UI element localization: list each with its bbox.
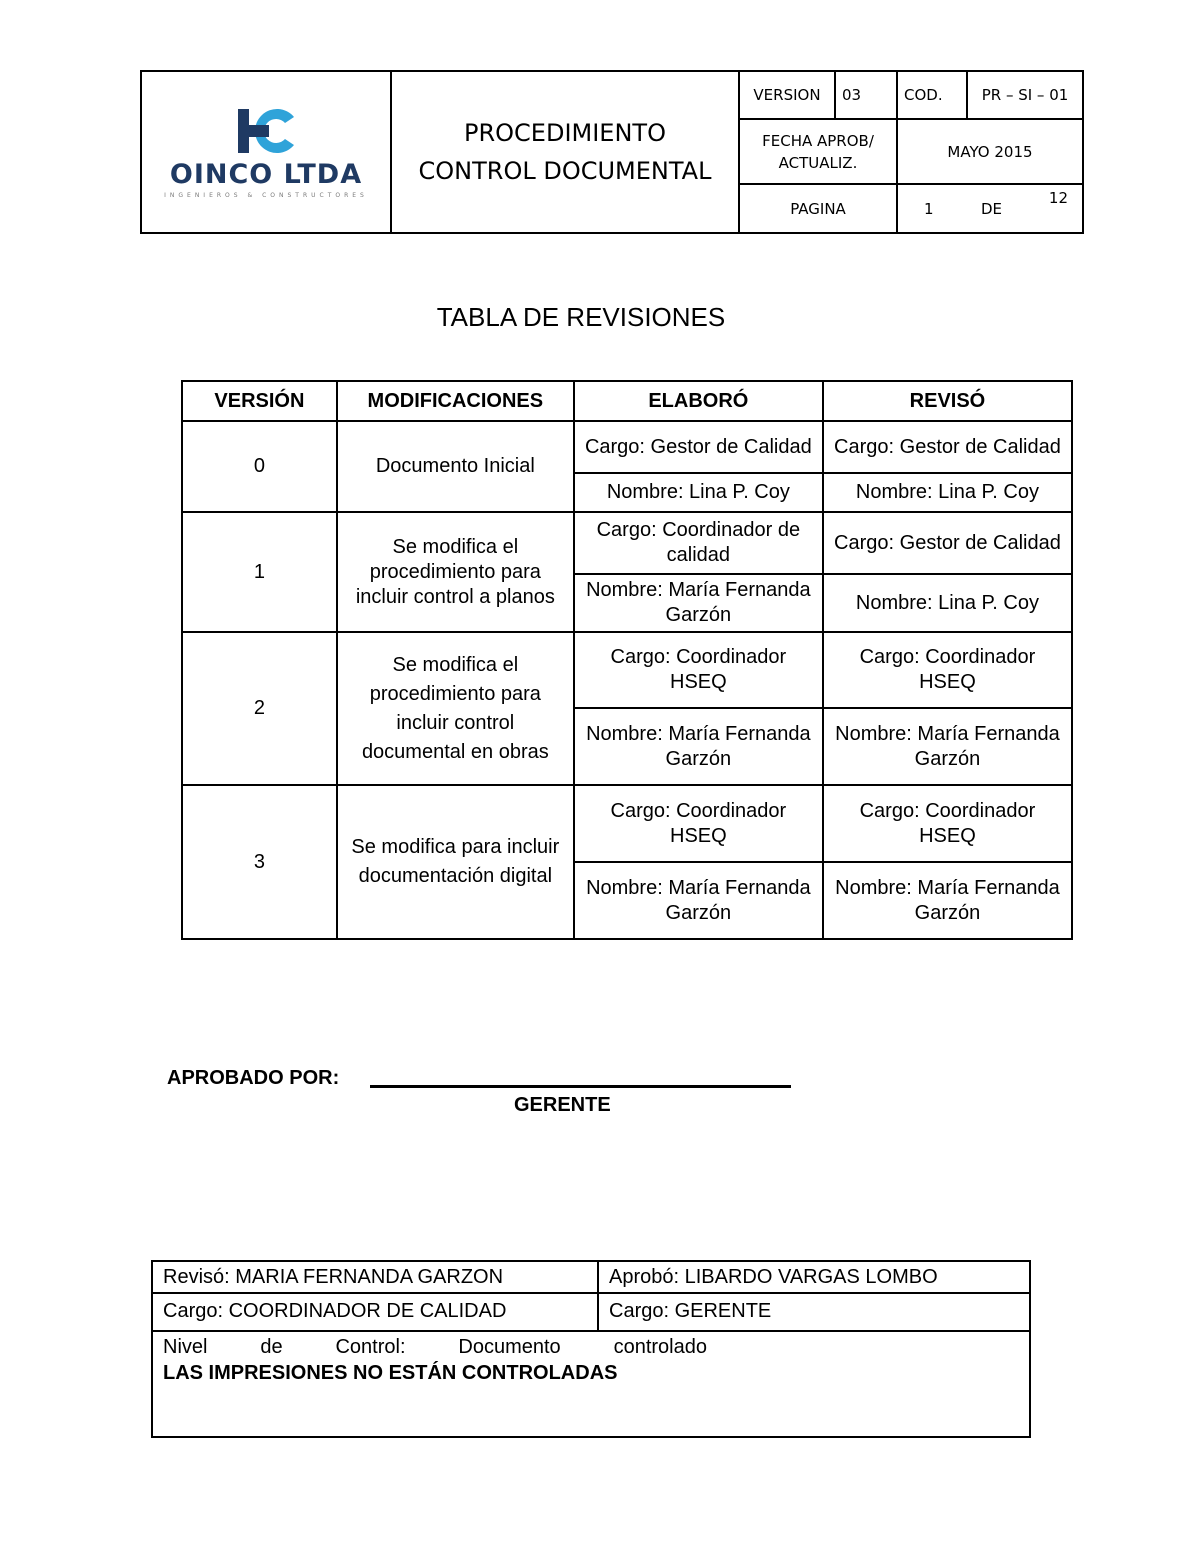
footer-reviewed-by: Revisó: MARIA FERNANDA GARZON: [152, 1261, 598, 1293]
date-label-line-2: ACTUALIZ.: [778, 153, 858, 172]
approver-role: GERENTE: [514, 1094, 611, 1116]
code-value: PR – SI – 01: [967, 71, 1083, 119]
page-indicator: [897, 184, 1083, 233]
logo-tagline: INGENIEROS & CONSTRUCTORES: [164, 192, 368, 199]
date-value: MAYO 2015: [897, 119, 1083, 184]
title-line-1: PROCEDIMIENTO: [464, 119, 666, 147]
table-header-row: [182, 381, 1072, 421]
version-cell: 2: [182, 632, 337, 785]
reviewed-by-name: Nombre: María Fernanda Garzón: [823, 708, 1072, 785]
footer-approved-by: Aprobó: LIBARDO VARGAS LOMBO: [598, 1261, 1030, 1293]
control-level-word: controlado: [613, 1336, 707, 1358]
document-header: [140, 70, 1084, 234]
control-level-word: Control:: [335, 1336, 406, 1358]
logo-cell: [141, 71, 391, 233]
modification-cell: Se modifica el procedimiento para incluir control a planos: [337, 512, 574, 632]
revisions-title: TABLA DE REVISIONES: [436, 302, 726, 332]
logo-wordmark: OINCO LTDA: [169, 159, 363, 190]
company-logo-mark-icon: [230, 105, 302, 157]
page-current: 1: [924, 199, 934, 218]
version-cell: 3: [182, 785, 337, 939]
prepared-by-name: Nombre: María Fernanda Garzón: [574, 708, 823, 785]
column-header-version: VERSIÓN: [182, 381, 337, 421]
reviewed-by-name: Nombre: María Fernanda Garzón: [823, 862, 1072, 939]
company-logo: [142, 105, 390, 199]
reviewed-by-name: Nombre: Lina P. Coy: [823, 574, 1072, 632]
version-label: VERSION: [739, 71, 835, 119]
signature-line: [370, 1085, 791, 1088]
table-row: [182, 632, 1072, 708]
modification-cell: Se modifica el procedimiento para incluir control documental en obras: [337, 632, 574, 785]
page-total: 12: [1048, 189, 1068, 207]
column-header-reviewed-by: REVISÓ: [823, 381, 1072, 421]
prepared-by-name: Nombre: María Fernanda Garzón: [574, 862, 823, 939]
column-header-prepared-by: ELABORÓ: [574, 381, 823, 421]
uncontrolled-print-warning: LAS IMPRESIONES NO ESTÁN CONTROLADAS: [163, 1362, 618, 1384]
footer-approver-role: Cargo: GERENTE: [598, 1293, 1030, 1331]
footer-reviewer-role: Cargo: COORDINADOR DE CALIDAD: [152, 1293, 598, 1331]
control-level-word: de: [260, 1336, 283, 1358]
prepared-by-role: Cargo: Coordinador HSEQ: [574, 785, 823, 862]
footer-control-box: [151, 1260, 1031, 1438]
modification-cell: Documento Inicial: [337, 421, 574, 512]
control-level-text: [163, 1334, 707, 1360]
prepared-by-role: Cargo: Coordinador de calidad: [574, 512, 823, 574]
reviewed-by-role: Cargo: Coordinador HSEQ: [823, 785, 1072, 862]
footer-control-level: [152, 1331, 1030, 1437]
document-title: [391, 71, 739, 233]
table-row: [182, 785, 1072, 862]
column-header-modifications: MODIFICACIONES: [337, 381, 574, 421]
reviewed-by-name: Nombre: Lina P. Coy: [823, 473, 1072, 512]
table-row: [182, 512, 1072, 574]
page-of: DE: [980, 199, 1002, 218]
version-cell: 1: [182, 512, 337, 632]
control-level-word: Documento: [458, 1336, 561, 1358]
modification-cell: Se modifica para incluir documentación digital: [337, 785, 574, 939]
revisions-table: [181, 380, 1073, 940]
date-label-line-1: FECHA APROB/: [762, 131, 874, 150]
reviewed-by-role: Cargo: Gestor de Calidad: [823, 512, 1072, 574]
version-cell: 0: [182, 421, 337, 512]
page-label: PAGINA: [739, 184, 897, 233]
approved-by-label: APROBADO POR:: [167, 1067, 340, 1089]
reviewed-by-role: Cargo: Coordinador HSEQ: [823, 632, 1072, 708]
version-value: 03: [835, 71, 897, 119]
prepared-by-role: Cargo: Gestor de Calidad: [574, 421, 823, 473]
code-label: COD.: [897, 71, 967, 119]
prepared-by-role: Cargo: Coordinador HSEQ: [574, 632, 823, 708]
date-label: [739, 119, 897, 184]
control-level-word: Nivel: [163, 1336, 208, 1358]
prepared-by-name: Nombre: María Fernanda Garzón: [574, 574, 823, 632]
title-line-2: CONTROL DOCUMENTAL: [418, 157, 712, 185]
table-row: [182, 421, 1072, 473]
prepared-by-name: Nombre: Lina P. Coy: [574, 473, 823, 512]
reviewed-by-role: Cargo: Gestor de Calidad: [823, 421, 1072, 473]
